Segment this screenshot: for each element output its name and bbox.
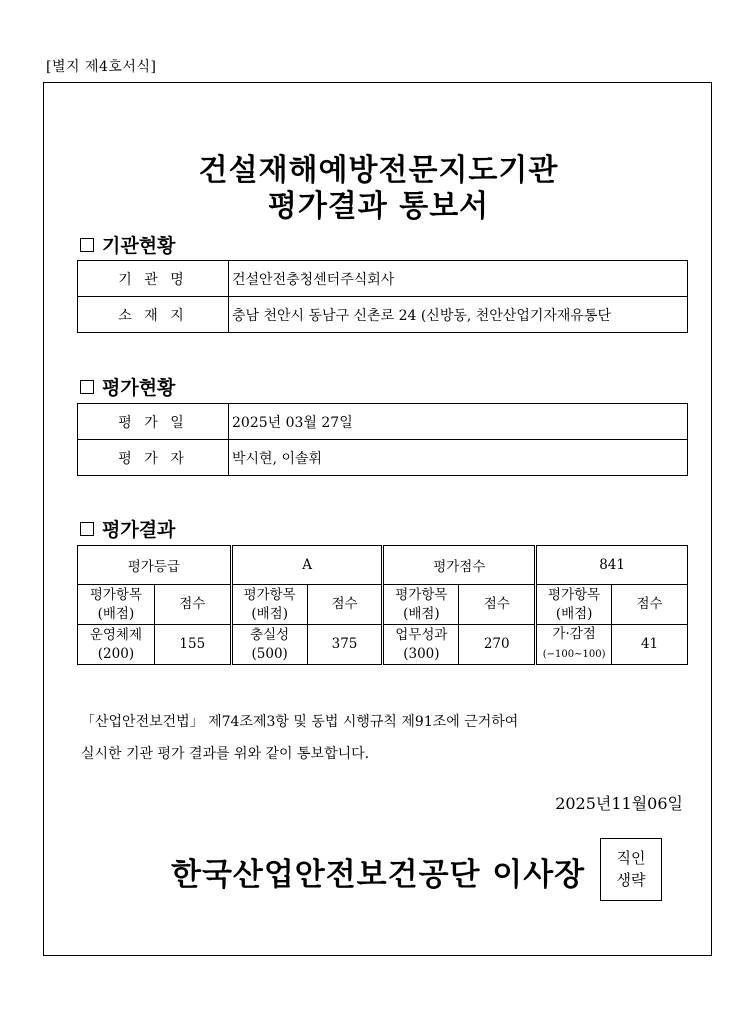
score-header-cell: 점수 [307, 585, 383, 625]
evaluation-table [77, 403, 688, 476]
institution-address-value: 충남 천안시 동남구 신촌로 24 (신방동, 천안산업기자재유통단 [229, 297, 688, 333]
checkbox-square-icon [80, 522, 94, 536]
evaluator-value: 박시현, 이솔휘 [229, 440, 688, 476]
evaluation-date-label: 평 가 일 [78, 404, 229, 440]
item-header-cell: 평가항목 (배점) [78, 585, 155, 625]
table-row [78, 625, 688, 665]
document-title-line1: 건설재해예방전문지도기관 [198, 153, 559, 188]
score-header-cell: 점수 [612, 585, 688, 625]
table-row [78, 585, 688, 625]
institution-name-label: 기 관 명 [78, 261, 229, 297]
table-row [78, 440, 688, 476]
table-row [78, 297, 688, 333]
section-heading-institution [80, 231, 175, 258]
item-bonus-penalty: 가·감점 (−100~100) [536, 625, 612, 665]
result-table [77, 545, 688, 665]
checkbox-square-icon [80, 238, 94, 252]
institution-name-value: 건설안전충청센터주식회사 [229, 261, 688, 297]
item-score-bonus-penalty: 41 [612, 625, 688, 665]
grade-label: 평가등급 [78, 546, 232, 585]
item-score-performance: 270 [459, 625, 536, 665]
seal-line1: 직인 [616, 849, 646, 867]
item-header-cell: 평가항목 (배점) [536, 585, 612, 625]
item-score-fidelity: 375 [307, 625, 383, 665]
item-performance: 업무성과 (300) [383, 625, 459, 665]
total-score-value: 841 [536, 546, 688, 585]
table-row [78, 404, 688, 440]
score-header-cell: 점수 [154, 585, 231, 625]
evaluator-label: 평 가 자 [78, 440, 229, 476]
item-fidelity: 충실성 (500) [231, 625, 307, 665]
seal-line2: 생략 [616, 871, 646, 889]
legal-basis-line2: 실시한 기관 평가 결과를 위와 같이 통보합니다. [81, 746, 370, 762]
table-row [78, 261, 688, 297]
score-header-cell: 점수 [459, 585, 536, 625]
section-heading-label: 기관현황 [102, 235, 176, 257]
section-heading-label: 평가결과 [102, 519, 176, 541]
institution-address-label: 소 재 지 [78, 297, 229, 333]
item-header-cell: 평가항목 (배점) [383, 585, 459, 625]
checkbox-square-icon [80, 380, 94, 394]
legal-basis-line1: 「산업안전보건법」 제74조제3항 및 동법 시행규칙 제91조에 근거하여 [81, 714, 519, 730]
issuer-name: 한국산업안전보건공단 이사장 [171, 857, 586, 893]
institution-table [77, 260, 688, 333]
section-heading-label: 평가현황 [102, 377, 176, 399]
item-score-operation-system: 155 [154, 625, 231, 665]
evaluation-date-value: 2025년 03월 27일 [229, 404, 688, 440]
document-frame [43, 82, 712, 956]
section-heading-evaluation [80, 373, 175, 400]
table-row [78, 546, 688, 585]
item-header-cell: 평가항목 (배점) [231, 585, 307, 625]
item-operation-system: 운영체제 (200) [78, 625, 155, 665]
grade-value: A [231, 546, 383, 585]
issue-date: 2025년11월06일 [555, 794, 683, 813]
section-heading-result [80, 515, 175, 542]
official-seal-box [600, 838, 662, 901]
score-label: 평가점수 [383, 546, 536, 585]
form-number-label: [별지 제4호서식] [46, 59, 157, 75]
document-title-line2: 평가결과 통보서 [267, 189, 490, 224]
